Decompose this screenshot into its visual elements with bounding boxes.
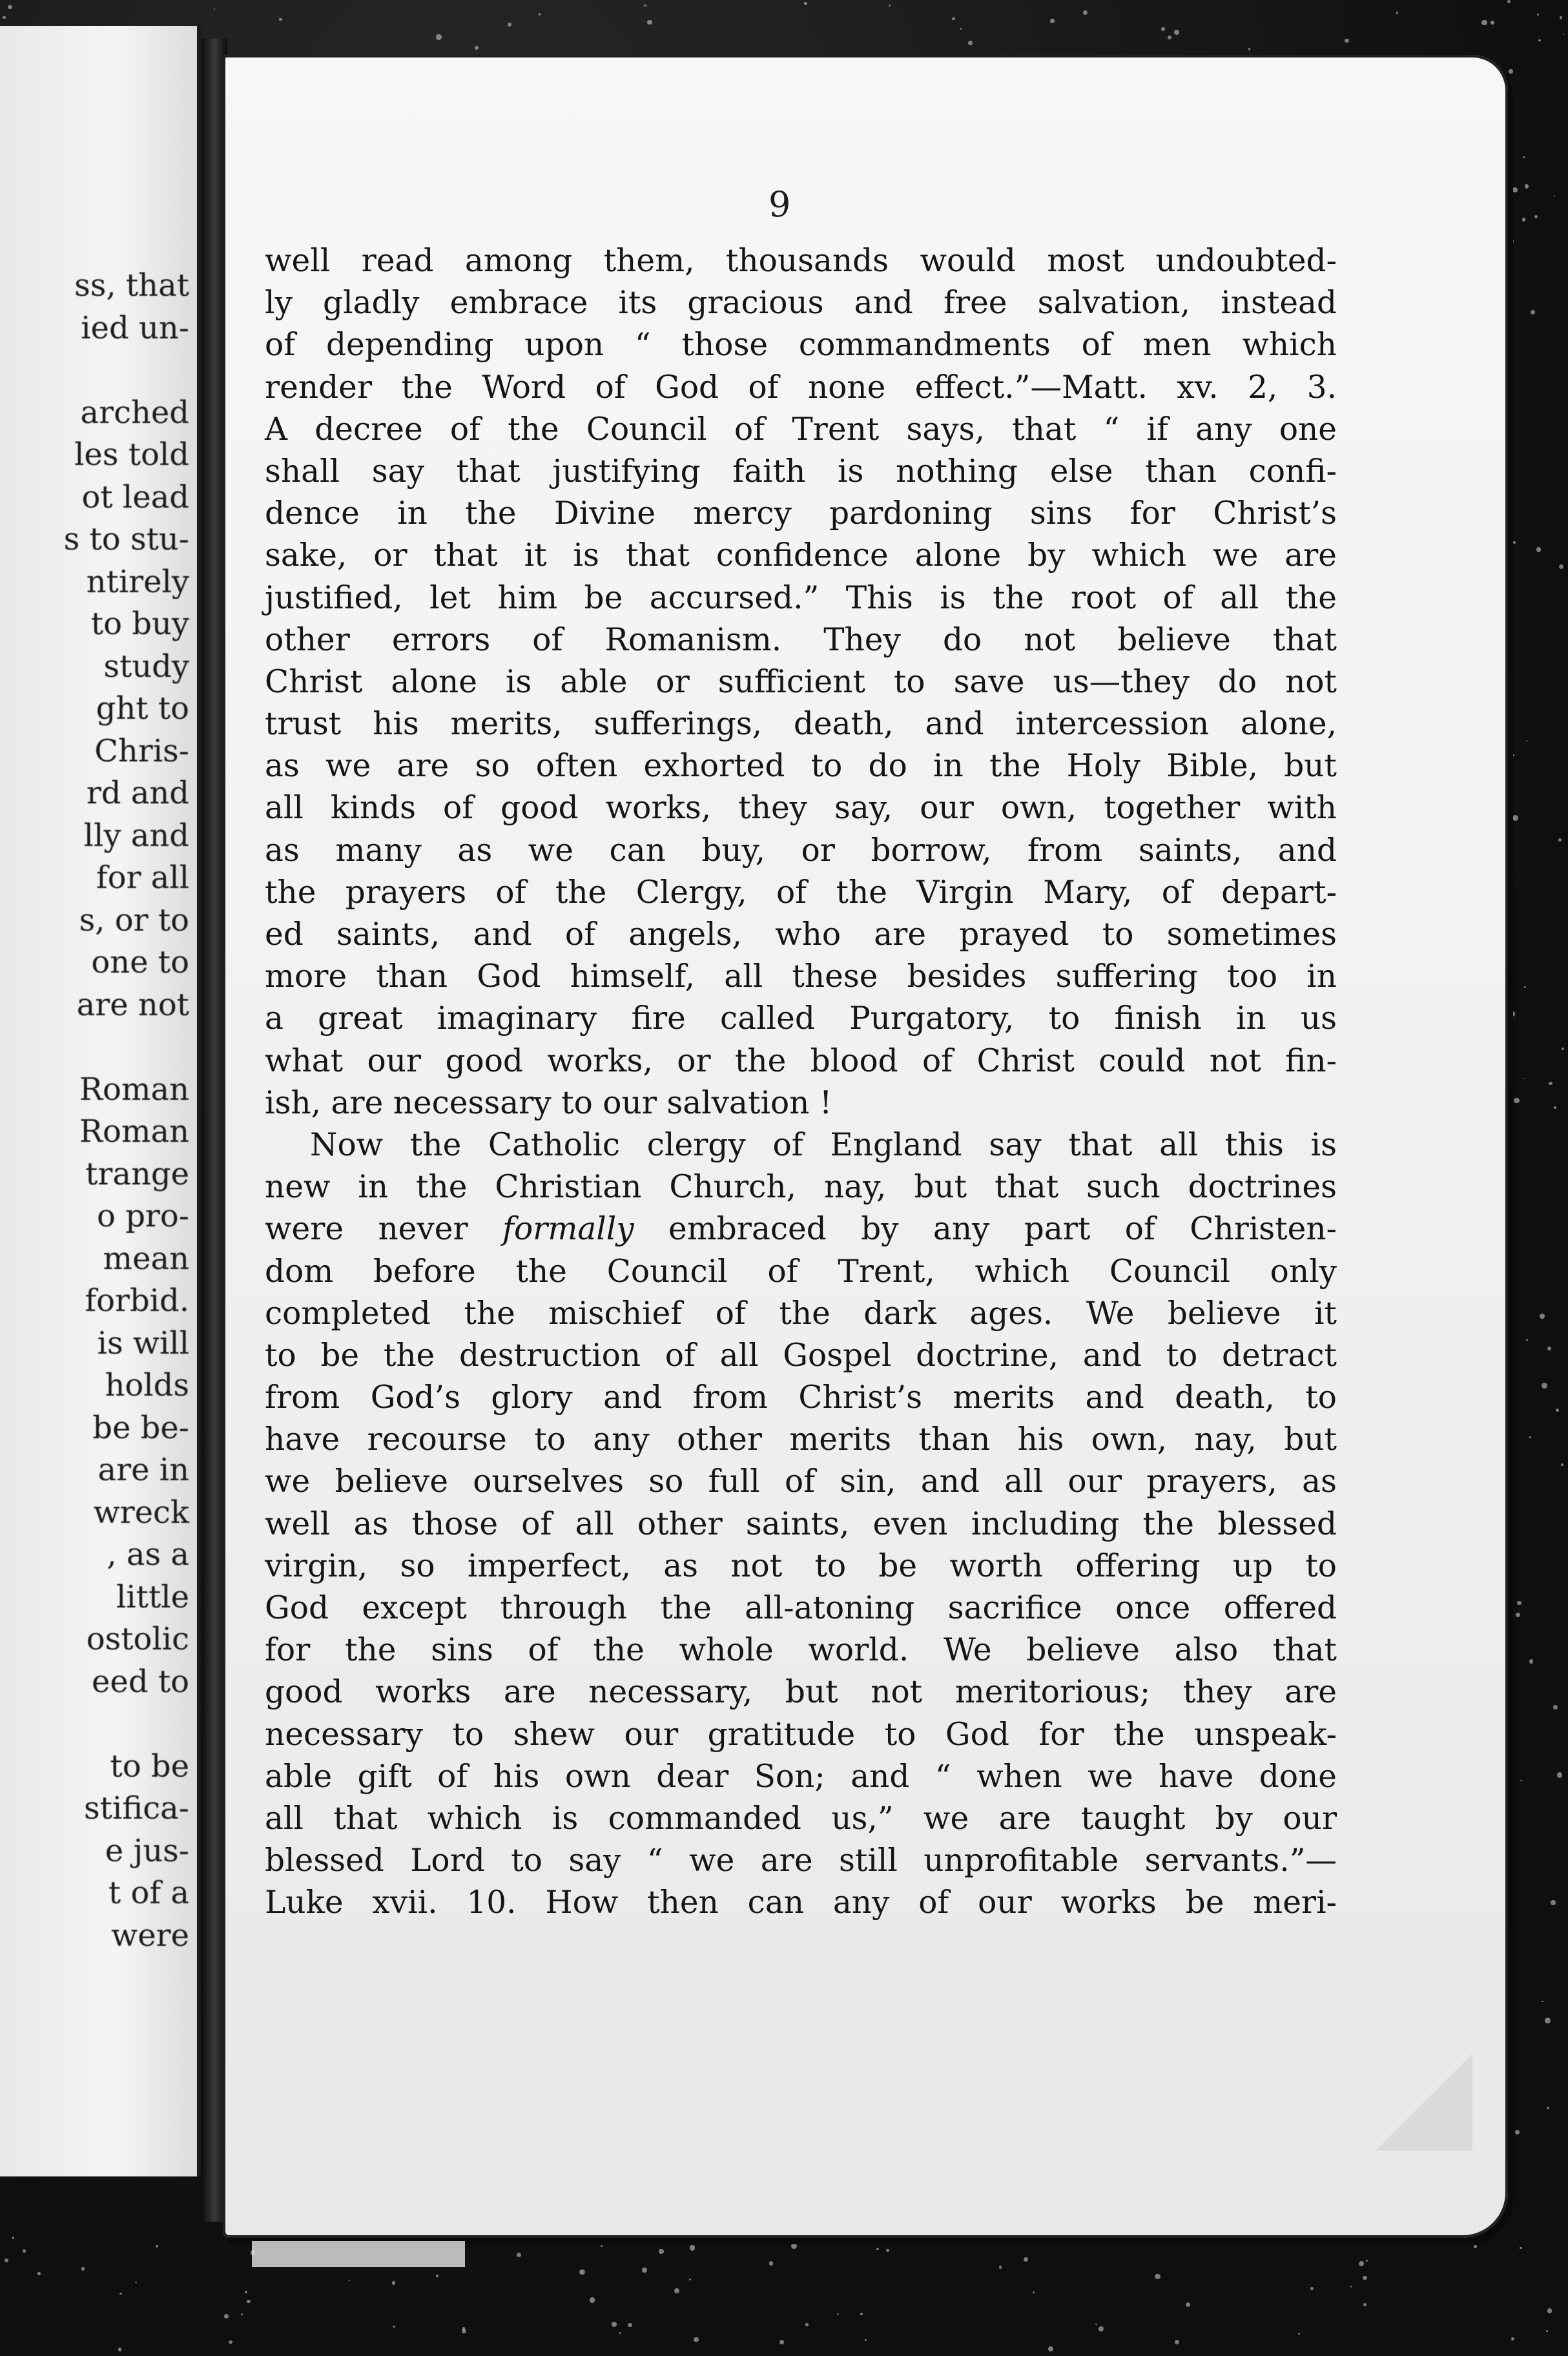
text-line: well read among them, thousands would most undoubted- (265, 243, 1337, 279)
noise-speck (1557, 1772, 1562, 1777)
noise-speck (1507, 0, 1511, 3)
noise-speck (23, 2249, 25, 2252)
previous-page-line: ied un- (81, 309, 189, 346)
noise-speck (1556, 1409, 1559, 1412)
previous-page-line: for all (96, 860, 189, 896)
noise-speck (1512, 754, 1514, 756)
noise-speck (1524, 986, 1527, 989)
text-line: completed the mischief of the dark ages. We believe it (265, 1295, 1337, 1332)
noise-speck (1050, 19, 1055, 23)
noise-speck (1359, 2261, 1364, 2266)
noise-speck (475, 46, 479, 50)
noise-speck (779, 2340, 784, 2344)
noise-speck (1522, 218, 1525, 221)
noise-speck (393, 2326, 395, 2328)
noise-speck (241, 2313, 243, 2315)
noise-speck (612, 2322, 616, 2326)
text-line: ed saints, and of angels, who are prayed to sometimes (265, 916, 1337, 953)
noise-speck (8, 5, 12, 9)
noise-speck (1531, 310, 1535, 315)
noise-speck (1537, 14, 1538, 15)
noise-speck (1033, 2291, 1035, 2293)
previous-page-line: ntirely (86, 563, 189, 600)
noise-speck (392, 2281, 396, 2285)
noise-speck (968, 41, 973, 45)
text-line: we believe ourselves so full of sin, and all our prayers, as (265, 1463, 1337, 1500)
noise-speck (1350, 2286, 1352, 2288)
text-line: sake, or that it is that confidence alone by which we are (265, 537, 1337, 574)
noise-speck (659, 2249, 664, 2254)
noise-speck (644, 5, 646, 6)
previous-page-line: are not (76, 986, 189, 1023)
noise-speck (1516, 1613, 1520, 1617)
previous-page-line: , as a (107, 1536, 189, 1573)
previous-page-line: ot lead (81, 479, 189, 515)
noise-speck (1546, 2330, 1548, 2332)
noise-speck (1083, 10, 1088, 15)
noise-speck (952, 17, 954, 20)
binding-tape (252, 2241, 465, 2267)
noise-speck (1562, 1048, 1564, 1050)
noise-speck (1511, 2337, 1514, 2340)
text-line: ly gladly embrace its gracious and free salvation, instead (265, 285, 1337, 322)
noise-speck (1363, 2303, 1367, 2306)
noise-speck (1481, 20, 1487, 26)
text-line: new in the Christian Church, nay, but that such doctrines (265, 1169, 1337, 1206)
noise-speck (865, 2339, 867, 2341)
noise-speck (118, 2348, 122, 2351)
previous-page-line: mean (103, 1240, 189, 1277)
noise-speck (517, 2253, 521, 2257)
noise-speck (1512, 187, 1518, 192)
noise-speck (1186, 2302, 1190, 2307)
noise-speck (1175, 2340, 1179, 2344)
previous-page-fragment (0, 26, 201, 2176)
text-line: the prayers of the Clergy, of the Virgin Mary, of depart- (265, 874, 1337, 911)
noise-speck (500, 2238, 503, 2241)
text-line: to be the destruction of all Gospel doctrine, and to detract (265, 1337, 1337, 1374)
noise-speck (1511, 240, 1514, 243)
previous-page-line: e jus- (105, 1832, 189, 1869)
noise-speck (1363, 2276, 1367, 2280)
previous-page-line: wreck (93, 1494, 189, 1531)
text-line: dence in the Divine mercy pardoning sins for Christ’s (265, 495, 1337, 532)
previous-page-text (64, 265, 189, 1957)
previous-page-line: to buy (90, 606, 189, 642)
previous-page-line (64, 1026, 189, 1069)
noise-speck (508, 23, 511, 26)
noise-speck (886, 2249, 889, 2252)
noise-speck (349, 2280, 350, 2281)
text-line: able gift of his own dear Son; and “ when we have done (265, 1758, 1337, 1795)
noise-speck (1396, 12, 1398, 14)
noise-speck (1514, 1098, 1520, 1104)
noise-speck (690, 2245, 696, 2251)
noise-speck (1540, 1314, 1545, 1319)
noise-speck (1558, 838, 1562, 842)
noise-speck (960, 28, 962, 29)
noise-speck (1517, 1601, 1522, 1606)
previous-page-line: to be (110, 1748, 189, 1784)
noise-speck (1520, 2247, 1522, 2249)
noise-speck (628, 2323, 632, 2328)
previous-page-line: t of a (108, 1875, 189, 1911)
noise-speck (1048, 2346, 1053, 2351)
noise-speck (81, 2267, 85, 2270)
text-line: necessary to shew our gratitude to God for the unspeak- (265, 1716, 1337, 1753)
noise-speck (1509, 1011, 1514, 1017)
noise-speck (245, 2291, 247, 2293)
text-line: what our good works, or the blood of Christ could not fin- (265, 1042, 1337, 1079)
text-line: a great imaginary fire called Purgatory, to finish in us (265, 1000, 1337, 1037)
noise-speck (860, 2313, 863, 2315)
text-line: Luke xvii. 10. How then can any of our works be meri- (265, 1885, 1337, 1921)
noise-speck (590, 2297, 595, 2302)
noise-speck (12, 2237, 14, 2238)
noise-speck (462, 2329, 466, 2333)
noise-speck (119, 2293, 122, 2295)
text-line: A decree of the Council of Trent says, that “ if any one (265, 411, 1337, 448)
previous-page-line: were (111, 1917, 189, 1954)
noise-speck (1168, 36, 1171, 39)
noise-speck (1561, 1463, 1563, 1466)
text-line: all that which is commanded us,” we are taught by our (265, 1800, 1337, 1837)
noise-speck (889, 5, 891, 6)
previous-page-line: arched (80, 394, 189, 431)
noise-speck (791, 2244, 796, 2249)
noise-speck (1554, 195, 1555, 196)
noise-speck (999, 2266, 1002, 2269)
text-line: good works are necessary, but not meritorious; they are (265, 1674, 1337, 1711)
noise-speck (837, 2313, 839, 2315)
text-line: dom before the Council of Trent, which Council only (265, 1253, 1337, 1290)
previous-page-line (64, 1703, 189, 1746)
page-body-text (265, 240, 1337, 1925)
noise-speck (1474, 2245, 1476, 2248)
previous-page-line: ght to (96, 690, 189, 727)
noise-speck (135, 2282, 137, 2284)
text-line: trust his merits, sufferings, death, and intercession alone, (265, 706, 1337, 743)
text-line: other errors of Romanism. They do not believe that (265, 621, 1337, 658)
noise-speck (804, 2, 807, 5)
noise-speck (1099, 2326, 1104, 2331)
italic-emphasis: formally (502, 1211, 634, 1248)
noise-speck (1345, 39, 1348, 43)
previous-page-line: stifica- (83, 1790, 189, 1826)
noise-speck (1509, 69, 1512, 73)
noise-speck (1512, 815, 1518, 821)
noise-speck (156, 2245, 158, 2248)
noise-speck (1542, 2001, 1543, 2002)
previous-page-line: s, or to (79, 902, 189, 938)
noise-speck (279, 18, 282, 21)
noise-speck (1551, 1900, 1556, 1905)
previous-page-line: ss, that (74, 267, 189, 304)
noise-speck (1529, 1659, 1534, 1664)
previous-page-line: lly and (83, 817, 189, 854)
noise-speck (689, 2278, 691, 2280)
text-line: well as those of all other saints, even including the blessed (265, 1505, 1337, 1542)
noise-speck (1024, 2257, 1029, 2262)
noise-speck (1563, 34, 1564, 35)
noise-speck (224, 2314, 229, 2319)
noise-speck (1366, 2260, 1368, 2262)
noise-speck (1538, 39, 1540, 41)
noise-speck (1513, 541, 1516, 544)
text-line: of depending upon “ those commandments of men which (265, 327, 1337, 364)
previous-page-line (64, 349, 189, 392)
previous-page-line: ostolic (86, 1621, 189, 1657)
noise-speck (247, 2300, 250, 2303)
noise-speck (694, 2337, 698, 2342)
noise-speck (1547, 2107, 1549, 2109)
previous-page-line: s to stu- (63, 521, 189, 557)
previous-page-line: rd and (86, 775, 189, 811)
previous-page-line: study (103, 648, 189, 685)
noise-speck (674, 2288, 679, 2293)
noise-speck (805, 2323, 808, 2326)
noise-speck (1554, 1106, 1556, 1109)
text-line: all kinds of good works, they say, our own, together with (265, 790, 1337, 827)
noise-speck (436, 2275, 438, 2277)
noise-speck (1515, 2130, 1520, 2134)
text-line: justified, let him be accursed.” This is the root of all the (265, 579, 1337, 616)
text-line: blessed Lord to say “ we are still unprofitable servants.”— (265, 1843, 1337, 1879)
noise-speck (1520, 1780, 1522, 1781)
noise-speck (5, 2258, 8, 2262)
noise-speck (1553, 1705, 1558, 1710)
noise-speck (539, 13, 541, 16)
previous-page-line: les told (74, 437, 189, 473)
previous-page-line: Chris- (94, 732, 189, 769)
noise-speck (3, 16, 5, 19)
noise-speck (436, 34, 441, 39)
noise-speck (1491, 21, 1494, 25)
noise-speck (1310, 2287, 1314, 2290)
text-line: more than God himself, all these besides suffering too in (265, 958, 1337, 995)
noise-speck (1509, 1447, 1511, 1448)
previous-page-line: little (116, 1578, 189, 1615)
noise-speck (769, 2261, 773, 2265)
text-line: Christ alone is able or sufficient to save us—they do not (265, 663, 1337, 700)
text-line: render the Word of God of none effect.”—Matt. xv. 2, 3. (265, 369, 1337, 406)
previous-page-line: forbid. (85, 1283, 189, 1319)
noise-speck (647, 20, 652, 25)
noise-speck (1529, 1436, 1531, 1438)
previous-page-line: Roman (79, 1113, 189, 1150)
noise-speck (1523, 1078, 1524, 1079)
text-line: were never formally embraced by any part of Christen- (265, 1211, 1337, 1248)
noise-speck (876, 2248, 879, 2251)
text-line: as many as we can buy, or borrow, from saints, and (265, 832, 1337, 869)
noise-speck (1542, 1383, 1547, 1389)
noise-speck (642, 2268, 646, 2272)
previous-page-line: is will (97, 1325, 189, 1361)
previous-page-line: eed to (92, 1663, 189, 1700)
noise-speck (1298, 2333, 1300, 2335)
text-line: from God’s glory and from Christ’s merits and death, to (265, 1380, 1337, 1416)
noise-speck (37, 2272, 41, 2275)
text-line: shall say that justifying faith is nothing else than confi- (265, 453, 1337, 490)
text-line: as we are so often exhorted to do in the Holy Bible, but (265, 748, 1337, 785)
previous-page-line: be be- (92, 1409, 189, 1446)
noise-speck (1547, 2308, 1553, 2313)
noise-speck (1155, 2274, 1161, 2280)
noise-speck (1248, 48, 1251, 50)
noise-speck (1560, 16, 1563, 19)
noise-speck (579, 2269, 585, 2275)
text-line: for the sins of the whole world. We believe also that (265, 1632, 1337, 1669)
noise-speck (1525, 184, 1529, 188)
noise-speck (1547, 1347, 1551, 1350)
previous-page-line: holds (105, 1367, 189, 1403)
noise-speck (1095, 2324, 1097, 2326)
noise-speck (1523, 156, 1525, 158)
previous-page-line: trange (85, 1155, 189, 1192)
page-number: 9 (769, 184, 791, 225)
noise-speck (1559, 564, 1563, 569)
noise-speck (1549, 1082, 1553, 1086)
noise-speck (1545, 2018, 1551, 2023)
noise-speck (1161, 27, 1165, 31)
previous-page-line: o pro- (97, 1198, 189, 1234)
text-line: God except through the all-atoning sacrifice once offered (265, 1590, 1337, 1626)
noise-speck (1174, 30, 1179, 35)
text-line: have recourse to any other merits than his own, nay, but (265, 1421, 1337, 1458)
noise-speck (1534, 215, 1538, 218)
text-line: ish, are necessary to our salvation ! (265, 1084, 832, 1121)
text-line: virgin, so imperfect, as not to be worth offering up to (265, 1547, 1337, 1584)
noise-speck (619, 2332, 621, 2334)
noise-speck (214, 8, 215, 10)
previous-page-line: Roman (79, 1071, 189, 1108)
previous-page-line: one to (91, 944, 189, 980)
text-line: Now the Catholic clergy of England say that all this is (310, 1126, 1337, 1163)
noise-speck (229, 2340, 232, 2344)
noise-speck (1526, 1339, 1529, 1341)
noise-speck (1526, 740, 1527, 741)
page-corner-fold (1376, 2054, 1472, 2151)
noise-speck (601, 2245, 603, 2247)
previous-page-line: are in (98, 1452, 189, 1488)
noise-speck (1536, 547, 1541, 552)
